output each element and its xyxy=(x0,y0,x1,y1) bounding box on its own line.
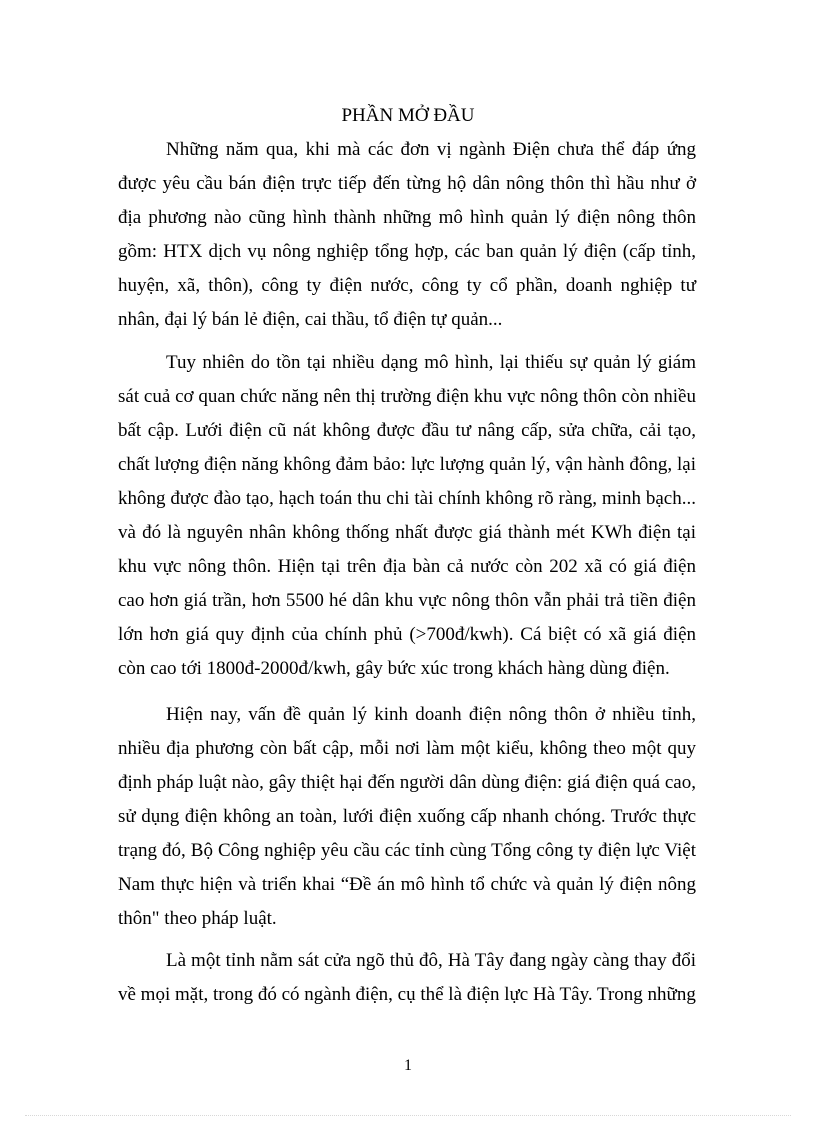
paragraph-1: Những năm qua, khi mà các đơn vị ngành Điện chưa thể đáp ứng được yêu cầu bán điện trực tiếp đến từng hộ dân nông thôn thì hầu như ở địa phương nào cũng hình thành những mô hình quản lý điện nông thôn gồm: HTX dịch vụ nông nghiệp tổng hợp, các ban quản lý điện (cấp tỉnh, huyện, xã, thôn), công ty điện nước, công ty cổ phần, doanh nghiệp tư nhân, đại lý bán lẻ điện, cai thầu, tổ điện tự quản... xyxy=(118,139,696,330)
page-title: PHẦN MỞ ĐẦU xyxy=(341,105,475,126)
paragraph-3: Hiện nay, vấn đề quản lý kinh doanh điện nông thôn ở nhiều tỉnh, nhiều địa phương còn bất cập, mỗi nơi làm một kiểu, không theo một quy định pháp luật nào, gây thiệt hại đến người dân dùng điện: giá điện quá cao, sử dụng điện không an toàn, lưới điện xuống cấp nhanh chóng. Trước thực trạng đó, Bộ Công nghiệp yêu cầu các tỉnh cùng Tổng công ty điện lực Việt Nam thực hiện và triển khai “Đề án mô hình tổ chức và quản lý điện nông thôn" theo pháp luật. xyxy=(118,704,696,929)
paragraph-4: Là một tỉnh nằm sát cửa ngõ thủ đô, Hà Tây đang ngày càng thay đổi về mọi mặt, trong đó có ngành điện, cụ thể là điện lực Hà Tây. Trong những xyxy=(118,950,696,1005)
page-number: 1 xyxy=(404,1057,412,1074)
page-bottom-divider xyxy=(25,1115,791,1116)
paragraph-2: Tuy nhiên do tồn tại nhiều dạng mô hình, lại thiếu sự quản lý giám sát cuả cơ quan chức năng nên thị trường điện khu vực nông thôn còn nhiều bất cập. Lưới điện cũ nát không được đầu tư nâng cấp, sửa chữa, cải tạo, chất lượng điện năng không đảm bảo: lực lượng quản lý, vận hành đông, lại không được đào tạo, hạch toán thu chi tài chính không rõ ràng, minh bạch... và đó là nguyên nhân không thống nhất được giá thành mét KWh điện tại khu vực nông thôn. Hiện tại trên địa bàn cả nước còn 202 xã có giá điện cao hơn giá trần, hơn 5500 hé dân khu vực nông thôn vẫn phải trả tiền điện lớn hơn giá quy định của chính phủ (>700đ/kwh). Cá biệt có xã giá điện còn cao tới 1800đ-2000đ/kwh, gây bức xúc trong khách hàng dùng điện. xyxy=(118,352,696,679)
